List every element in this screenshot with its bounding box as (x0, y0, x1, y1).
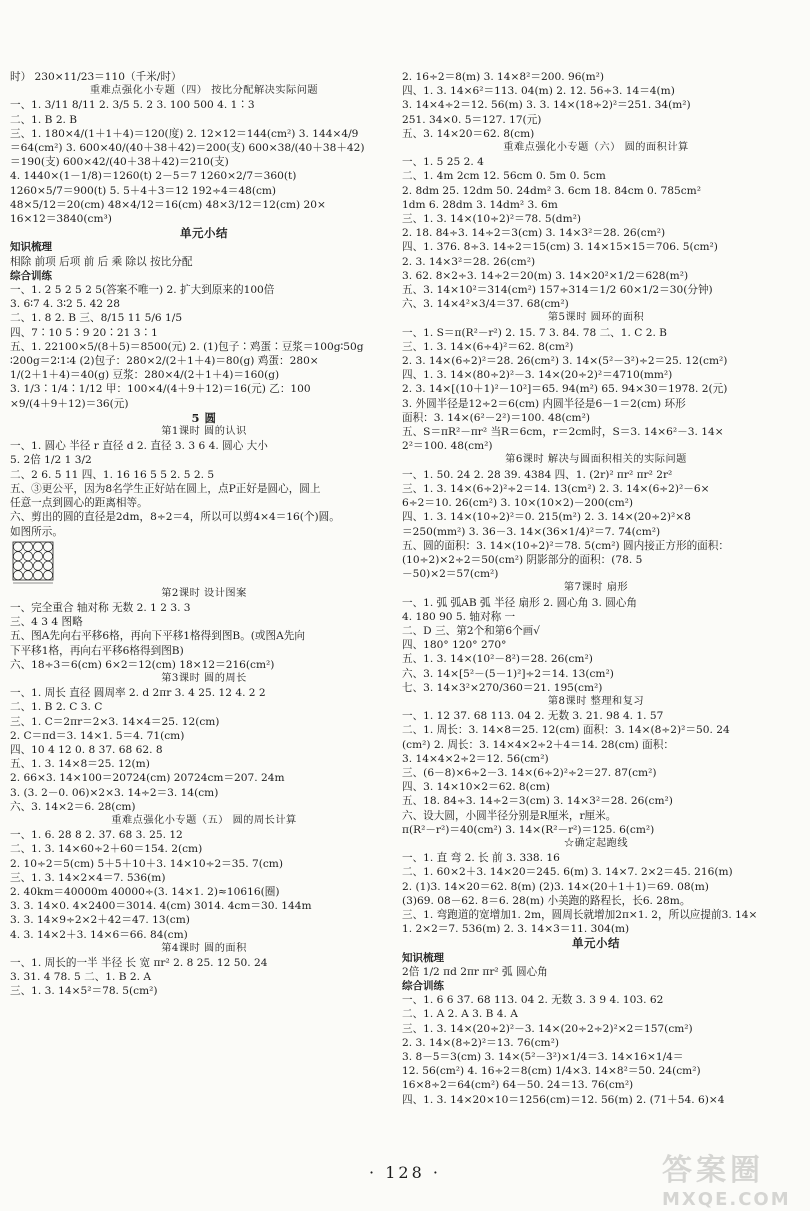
answer-line: 四、1. 3. 14×(10÷2)²＝0. 215(m²) 2. 3. 14×(20÷2)²×8 (402, 511, 691, 524)
answer-line: 2. 8dm 25. 12dm 50. 24dm² 3. 6cm 18. 84cm 0. 785cm² (402, 184, 701, 197)
answer-line: 六、18÷3＝6(cm) 6×2＝12(cm) 18×12＝216(cm²) (10, 658, 275, 671)
answer-line: 三、1. 180×4/(1＋1＋4)＝120(度) 2. 12×12＝144(cm²) 3. 144×4/9 (10, 127, 359, 140)
answer-line: 一、1. 50. 24 2. 28 39. 4384 四、1. (2r)² πr² πr² 2r² (402, 468, 673, 481)
answer-line: 四、1. 3. 14×6²＝113. 04(m) 2. 12. 56÷3. 14＝4(m) (402, 85, 675, 98)
answer-line: 一、1. 12 37. 68 113. 04 2. 无数 3. 21. 98 4. 1. 57 (402, 710, 664, 723)
answer-line: 一、1. 2 5 2 5 2 5(答案不唯一) 2. 扩大到原来的100倍 (10, 284, 275, 297)
answer-line: 五、圆的面积：3. 14×(10÷2)²＝78. 5(cm²) 圆内接正方形的面积： (402, 539, 729, 552)
answer-line: 二、1. 周长：3. 14×8＝25. 12(cm) 面积：3. 14×(8÷2)²＝50. 24 (402, 724, 730, 737)
answer-line: 二、1. B 2. C 3. C (10, 701, 103, 714)
answer-line: (3)69. 08－62. 8＝6. 28(m) 小美跑的路程长，长6. 28m。 (402, 894, 691, 907)
answer-line: 2. 18. 84÷3. 14÷2＝3(cm) 3. 14×3²＝28. 26(cm²) (402, 227, 666, 240)
subsection-label: 知识梳理 (10, 241, 52, 254)
unit-heading: 单元小结 (180, 226, 228, 241)
watermark-top: 答案圈 (662, 1153, 764, 1188)
answer-line: 3. 3. 14×9÷2×2＋42＝47. 13(cm) (10, 914, 190, 927)
answer-line: 三、1. 3. 14×(6÷4)²＝62. 8(cm²) (402, 340, 574, 353)
answer-line: 五、18. 84÷3. 14÷2＝3(cm) 3. 14×3²＝28. 26(cm²) (402, 795, 673, 808)
answer-line: 3. 外圆半径是12÷2＝6(cm) 内圆半径是6－1＝2(cm) 环形 (402, 397, 686, 410)
answer-line: 相除 前项 后项 前 后 乘 除以 按比分配 (10, 255, 193, 268)
answer-line: 四、1. 3. 14×20×10＝1256(cm)＝12. 56(m) 2. (71＋54. 6)×4 (402, 1093, 725, 1106)
answer-line: 二、1. 3. 14×60÷2＋60＝154. 2(cm) (10, 843, 203, 856)
answer-line: 2. 40km＝40000m 40000÷(3. 14×1. 2)≈10616(圈) (10, 885, 280, 898)
answer-line: 一、1. 周长 直径 圆周率 2. d 2πr 3. 4 25. 12 4. 2 2 (10, 687, 266, 700)
answer-line: 如图所示。 (10, 525, 63, 538)
answer-line: 四、1. 3. 14×(80÷2)²－3. 14×(20÷2)²＝4710(mm²) (402, 369, 673, 382)
answer-line: 1. 2×2＝7. 536(m) 2. 3. 14×3＝11. 304(m) (402, 923, 630, 936)
answer-line: 3. 14×4÷2＝12. 56(m) 3. 3. 14×(18÷2)²＝251. 34(m²) (402, 99, 691, 112)
answer-line: 四、180° 120° 270° (402, 639, 507, 652)
answer-line: 一、1. 直 弯 2. 长 前 3. 338. 16 (402, 852, 560, 865)
answer-line: 三、1. 3. 14×(6÷2)²÷2＝14. 13(cm²) 2. 3. 14×(6÷2)²－6× (402, 482, 710, 495)
answer-line: 三、1. 3. 14×5²＝78. 5(cm²) (10, 985, 158, 998)
answer-line: 时） 230×11/23＝110（千米/时） (10, 71, 182, 83)
answer-line: 2. 3. 14×(6÷2)²＝28. 26(cm²) 3. 14×(5²－3²)÷2＝25. 12(cm²) (402, 355, 728, 368)
answer-line: 四、1. 376. 8÷3. 14÷2＝15(cm) 3. 14×15×15＝706. 5(cm²) (402, 241, 718, 254)
section-heading: 第4课时 圆的面积 (161, 942, 247, 954)
answer-line: 2. 3. 14×[(10＋1)²－10²]＝65. 94(m²) 65. 94×30＝1978. 2(元) (402, 383, 728, 396)
answer-line: 3. (3. 2－0. 06)×2×3. 14÷2＝3. 14(cm) (10, 786, 219, 799)
answer-line: 四、10 4 12 0. 8 37. 68 62. 8 (10, 743, 163, 756)
answer-line: 三、1. 3. 14×2×4＝7. 536(m) (10, 871, 166, 884)
answer-line: 一、1. 3/11 8/11 2. 3/5 5. 2 3. 100 500 4. 1∶3 (10, 99, 255, 112)
answer-line: 5. 2倍 1/2 1 3/2 (10, 454, 92, 467)
answer-line: 五、1. 3. 14×8＝25. 12(m) (10, 758, 150, 771)
answer-line: 任意一点到圆心的距离相等。 (10, 497, 148, 510)
section-heading: 第7课时 扇形 (563, 582, 629, 594)
answer-line: －50)×2＝57(cm²) (402, 568, 499, 581)
answer-line: 五、S＝πR²－πr² 当R＝6cm，r＝2cm时，S＝3. 14×6²－3. 14× (402, 426, 724, 439)
answer-line: 1260×5/7＝900(t) 5. 5＋4＋3＝12 192÷4＝48(cm) (10, 184, 277, 197)
answer-line: 16×12＝3840(cm³) (10, 213, 112, 226)
answer-line: 三、4 3 4 图略 (10, 616, 83, 629)
answer-line: 12. 56(cm²) 4. 16÷2＝8(cm) 1/4×3. 14×8²＝50. 24(cm²) (402, 1065, 701, 1078)
section-heading: 第3课时 圆的周长 (161, 672, 247, 684)
answer-line: 一、1. S＝π(R²－r²) 2. 15. 7 3. 84. 78 二、1. C 2. B (402, 326, 667, 339)
answer-line: π(R²－r²)＝40(cm²) 3. 14×(R²－r²)＝125. 6(cm²) (402, 823, 655, 836)
watermark-bottom: MXQE.COM (662, 1189, 791, 1210)
answer-line: 六、3. 14×[5²－(5－1)²]÷2＝14. 13(cm²) (402, 667, 614, 680)
section-heading: 重难点强化小专题（六） 圆的面积计算 (503, 142, 689, 154)
section-heading: 第8课时 整理和复习 (547, 695, 645, 707)
answer-line: 二、1. 8 2. B 三、8/15 11 5/6 1/5 (10, 312, 183, 325)
answer-line: 四、3. 14×10×2＝62. 8(cm) (402, 781, 550, 794)
answer-line: 2. 10÷2＝5(cm) 5＋5＋10＋3. 14×10÷2＝35. 7(cm) (10, 857, 283, 870)
section-heading: ☆确定起跑线 (563, 837, 629, 849)
section-heading: 第6课时 解决与圆面积相关的实际问题 (505, 454, 687, 466)
answer-line: 2. C＝πd＝3. 14×1. 5＝4. 71(cm) (10, 729, 185, 742)
answer-line: ＝64(cm²) 3. 600×40/(40＋38＋42)＝200(支) 600×38/(40＋38＋42) (10, 142, 365, 155)
right-column (402, 70, 790, 1107)
answer-line: 16×8÷2＝64(cm²) 64－50. 24＝13. 76(cm²) (402, 1079, 634, 1092)
answer-line: 二、D 三、第2个和第6个画√ (402, 624, 541, 637)
answer-line: 三、1. C＝2πr＝2×3. 14×4＝25. 12(cm) (10, 715, 220, 728)
left-column (10, 70, 398, 999)
answer-line: 一、1. 圆心 半径 r 直径 d 2. 直径 3. 3 6 4. 圆心 大小 (10, 440, 268, 453)
answer-line: 3. 62. 8×2÷3. 14÷2＝20(m) 3. 14×20²×1/2＝628(m²) (402, 269, 689, 282)
answer-line: 二、1. 4m 2cm 12. 56cm 0. 5m 0. 5cm (402, 170, 606, 183)
answer-line: 4. 180 90 5. 轴对称 一 (402, 610, 516, 623)
answer-line: ＝190(支) 600×42/(40＋38＋42)＝210(支) (10, 156, 229, 169)
answer-line: 2. 3. 14×3²＝28. 26(cm²) (402, 255, 536, 268)
answer-line: 6÷2＝10. 26(cm²) 3. 10×(10×2)－200(cm²) (402, 497, 634, 510)
section-heading: 第1课时 圆的认识 (161, 426, 247, 438)
answer-line: 3. 8－5＝3(cm) 3. 14×(5²－3²)×1/4＝3. 14×16×1/4＝ (402, 1051, 684, 1064)
subsection-label: 综合训练 (402, 980, 444, 992)
answer-line: 七、3. 14×3²×270/360＝21. 195(cm²) (402, 681, 603, 694)
answer-line: 三、1. 3. 14×(20÷2)²－3. 14×(20÷2÷2)²×2＝157(cm²) (402, 1022, 693, 1035)
answer-line: 三、(6－8)×6÷2－3. 14×(6÷2)²÷2＝27. 87(cm²) (402, 766, 657, 779)
watermark (662, 1145, 802, 1210)
answer-line: 二、1. 60×2＋3. 14×20＝245. 6(m) 3. 14×7. 2×2＝45. 216(m) (402, 866, 733, 879)
answer-line: 2. (1)3. 14×20＝62. 8(m) (2)3. 14×(20＋1＋1)＝69. 08(m) (402, 880, 709, 893)
answer-line: 3. 6∶7 4. 3∶2 5. 42 28 (10, 298, 120, 311)
section-heading: 重难点强化小专题（四） 按比分配解决实际问题 (89, 85, 319, 97)
subsection-label: 知识梳理 (402, 951, 444, 964)
answer-line: 2²＝100. 48(cm²) (402, 440, 493, 453)
answer-line: 五、3. 14×10²＝314(cm²) 157÷314＝1/2 60×1/2＝30(分钟) (402, 284, 713, 297)
answer-line: ×9/(4＋9＋12)＝36(元) (10, 397, 129, 410)
answer-line: 六、3. 14×4²×3/4＝37. 68(cm²) (402, 298, 569, 311)
answer-line: 二、1. A 2. A 3. B 4. A (402, 1008, 518, 1021)
answer-line: 六、3. 14×2＝6. 28(cm) (10, 800, 136, 813)
answer-line: 3. 1/3∶1/4∶1/12 甲：100×4/(4＋9＋12)＝16(元) 乙：100 (10, 383, 311, 396)
unit-heading: 5 圆 (191, 410, 217, 425)
answer-line: 2. 66×3. 14×100＝20724(cm) 20724cm＝207. 24m (10, 772, 285, 785)
answer-line: 二、1. B 2. B (10, 113, 78, 126)
answer-line: 一、1. 周长的一半 半径 长 宽 πr² 2. 8 25. 12 50. 24 (10, 956, 268, 969)
circle-grid-figure (12, 541, 72, 585)
answer-line: 下平移1格，再向右平移6格得到图B) (10, 644, 184, 657)
answer-line: 3. 31. 4 78. 5 二、1. B 2. A (10, 971, 152, 984)
answer-line: ＝250(mm²) 3. 36－3. 14×(36×1/4)²＝7. 74(cm²) (402, 525, 661, 538)
answer-line: 五、图A先向右平移6格，再向下平移1格得到图B。(或图A先向 (10, 630, 305, 643)
subsection-label: 综合训练 (10, 269, 52, 282)
answer-line: 48×5/12＝20(cm) 48×4/12＝16(cm) 48×3/12＝12(cm) 20× (10, 198, 326, 211)
answer-line: 一、1. 6. 28 8 2. 37. 68 3. 25. 12 (10, 829, 183, 842)
answer-line: 4. 1440×(1－1/8)＝1260(t) 2－5＝7 1260×2/7＝360(t) (10, 170, 297, 183)
answer-line: 四、7∶10 5∶9 20∶21 3∶1 (10, 326, 158, 339)
answer-line: 二、2 6. 5 11 四、1. 16 16 5 5 2. 5 2. 5 (10, 468, 215, 481)
answer-line: 1/(2＋1＋4)＝40(g) 豆浆：280×4/(2＋1＋4)＝160(g) (10, 369, 280, 382)
page-number: · 128 · (369, 1163, 441, 1182)
unit-heading: 单元小结 (572, 936, 620, 951)
answer-line: (10÷2)×2÷2＝50(cm²) 阴影部分的面积：(78. 5 (402, 553, 643, 566)
answer-line: ∶200g＝2∶1∶4 (2)包子：280×2/(2＋1＋4)＝80(g) 鸡蛋：280× (10, 355, 319, 368)
answer-line: 五、③更公平，因为8名学生正好站在圆上，点P正好是圆心，圆上 (10, 482, 321, 495)
answer-line: 一、1. 弧 弧AB 弧 半径 扇形 2. 圆心角 3. 圆心角 (402, 596, 637, 609)
section-heading: 重难点强化小专题（五） 圆的周长计算 (111, 814, 297, 826)
answer-line: 251. 34×0. 5＝127. 17(元) (402, 113, 542, 126)
answer-line: 1dm 6. 28dm 3. 14dm² 3. 6m (402, 198, 558, 211)
answer-line: 六、剪出的圆的直径是2dm，8÷2＝4，所以可以剪4×4＝16(个)圆。 (10, 511, 340, 524)
answer-line: 五、1. 3. 14×(10²－8²)＝28. 26(cm²) (402, 653, 593, 666)
answer-line: 三、1. 弯跑道的宽增加1. 2m，圆周长就增加2π×1. 2，所以应提前3. 14× (402, 908, 758, 921)
section-heading: 第5课时 圆环的面积 (547, 312, 645, 324)
answer-line: 五、3. 14×20＝62. 8(cm) (402, 127, 535, 140)
answer-line: 2. 3. 14×(8÷2)²＝13. 76(cm²) (402, 1036, 559, 1049)
answer-line: 3. 14×4×2÷2＝12. 56(cm²) (402, 752, 549, 765)
answer-line: 4. 3. 14×2＋3. 14×6＝66. 84(cm) (10, 928, 188, 941)
answer-line: 一、1. 5 25 2. 4 (402, 156, 484, 169)
answer-line: 一、1. 6 6 37. 68 113. 04 2. 无数 3. 3 9 4. 103. 62 (402, 994, 664, 1007)
answer-line: 面积：3. 14×(6²－2²)＝100. 48(cm²) (402, 411, 590, 424)
answer-line: 2. 16÷2＝8(m) 3. 14×8²＝200. 96(m²) (402, 71, 604, 83)
answer-line: 三、1. 3. 14×(10÷2)²＝78. 5(dm²) (402, 213, 581, 226)
answer-line: 五、1. 22100×5/(8＋5)＝8500(元) 2. (1)包子∶鸡蛋∶豆浆＝100g∶50g (10, 340, 364, 353)
answer-line: 2倍 1/2 πd 2πr πr² 弧 圆心角 (402, 965, 548, 978)
section-heading: 第2课时 设计图案 (161, 587, 247, 599)
answer-line: 六、设大圆，小圆半径分别是R厘米，r厘米。 (402, 809, 617, 822)
answer-line: 一、完全重合 轴对称 无数 2. 1 2 3. 3 (10, 601, 191, 614)
answer-line: 3. 3. 14×0. 4×2400＝3014. 4(cm) 3014. 4cm＝30. 144m (10, 900, 312, 913)
answer-line: (cm²) 2. 周长：3. 14×4×2÷2＋4＝14. 28(cm) 面积： (402, 738, 674, 751)
